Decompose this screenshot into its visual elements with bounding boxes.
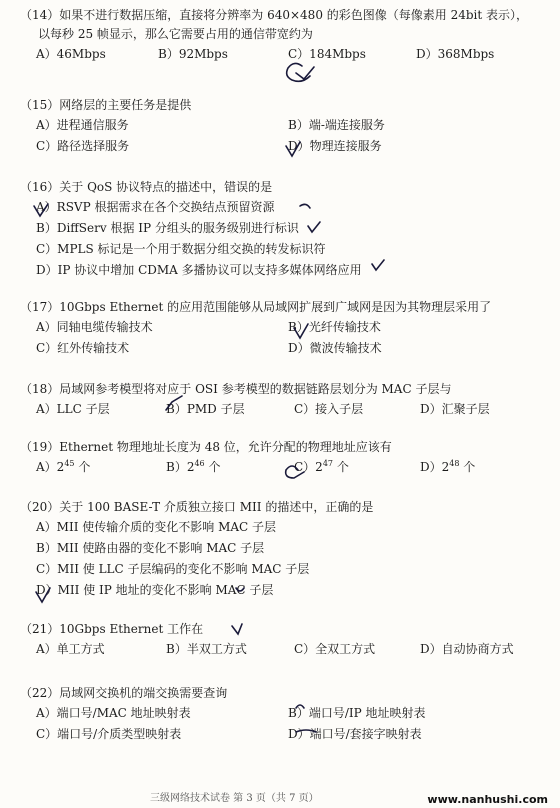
question-17 <box>20 298 550 359</box>
option-b[interactable] <box>166 457 221 478</box>
options-row <box>20 136 550 157</box>
option-c[interactable] <box>294 457 349 478</box>
option-b[interactable]: B）端口号/IP 地址映射表 <box>288 706 426 720</box>
options-block <box>20 517 550 601</box>
option-a[interactable]: A）端口号/MAC 地址映射表 <box>36 706 191 720</box>
option-a[interactable] <box>36 457 90 478</box>
option-suffix: 个 <box>78 460 91 474</box>
options-block <box>20 197 550 281</box>
option-prefix: C）2 <box>294 460 323 474</box>
option-c[interactable]: C）MII 使 LLC 子层编码的变化不影响 MAC 子层 <box>36 562 310 576</box>
option-c[interactable]: C）端口号/介质类型映射表 <box>36 727 182 741</box>
options-row <box>20 724 550 745</box>
option-b[interactable]: B）半双工方式 <box>166 642 247 656</box>
option-exponent: 47 <box>322 459 334 468</box>
option-exponent: 45 <box>64 459 75 468</box>
options-row <box>20 457 550 478</box>
option-d[interactable]: D）368Mbps <box>416 47 495 61</box>
option-prefix: B）2 <box>166 460 195 474</box>
question-stem: （14）如果不进行数据压缩，直接将分辨率为 640×480 的彩色图像（每像素用 24bit 表示）， <box>20 8 529 22</box>
question-stem-continued: 以每秒 25 帧显示，那么它需要占用的通信带宽约为 <box>38 27 313 41</box>
option-d[interactable] <box>420 457 475 478</box>
option-b[interactable]: B）MII 使路由器的变化不影响 MAC 子层 <box>36 541 265 555</box>
question-22 <box>20 684 550 745</box>
option-exponent: 48 <box>449 459 460 468</box>
option-suffix: 个 <box>336 460 349 474</box>
option-a[interactable]: A）MII 使传输介质的变化不影响 MAC 子层 <box>36 520 277 534</box>
option-a[interactable]: A）46Mbps <box>36 47 106 61</box>
question-stem: （19）Ethernet 物理地址长度为 48 位，允许分配的物理地址应该有 <box>20 440 392 454</box>
option-a[interactable]: A）RSVP 根据需求在各个交换结点预留资源 <box>36 200 275 214</box>
option-prefix: D）2 <box>420 460 450 474</box>
option-d[interactable]: D）汇聚子层 <box>420 402 490 416</box>
option-prefix: A）2 <box>36 460 65 474</box>
question-16 <box>20 178 550 281</box>
option-d[interactable]: D）自动协商方式 <box>420 642 514 656</box>
option-d[interactable]: D）MII 使 IP 地址的变化不影响 MAC 子层 <box>36 583 274 597</box>
site-watermark: www.nanhushi.com <box>427 793 548 806</box>
options-row <box>20 115 550 136</box>
options-row <box>20 317 550 338</box>
question-15 <box>20 96 550 157</box>
pen-tick-q14-c <box>296 67 314 79</box>
option-a[interactable]: A）LLC 子层 <box>36 402 110 416</box>
option-d[interactable]: D）端口号/套接字映射表 <box>288 727 422 741</box>
option-d[interactable]: D）物理连接服务 <box>288 139 382 153</box>
question-20 <box>20 498 550 601</box>
option-c[interactable]: C）MPLS 标记是一个用于数据分组交换的转发标识符 <box>36 242 326 256</box>
option-c[interactable]: C）184Mbps <box>288 47 366 61</box>
option-b[interactable]: B）PMD 子层 <box>166 402 245 416</box>
option-d[interactable]: D）IP 协议中增加 CDMA 多播协议可以支持多媒体网络应用 <box>36 263 362 277</box>
options-row <box>20 44 550 65</box>
question-21 <box>20 620 550 660</box>
option-exponent: 46 <box>194 459 205 468</box>
option-b[interactable]: B）DiffServ 根据 IP 分组头的服务级别进行标识 <box>36 221 299 235</box>
page-footer: 三级网络技术试卷 第 3 页（共 7 页） <box>150 793 319 804</box>
option-d[interactable]: D）微波传输技术 <box>288 341 382 355</box>
question-stem: （15）网络层的主要任务是提供 <box>20 98 192 112</box>
option-c[interactable]: C）接入子层 <box>294 402 364 416</box>
question-stem: （18）局域网参考模型将对应于 OSI 参考模型的数据链路层划分为 MAC 子层与 <box>20 382 452 396</box>
question-stem: （20）关于 100 BASE-T 介质独立接口 MII 的描述中，正确的是 <box>20 500 374 514</box>
options-row <box>20 338 550 359</box>
question-stem: （22）局域网交换机的端交换需要查询 <box>20 686 228 700</box>
question-stem: （17）10Gbps Ethernet 的应用范围能够从局域网扩展到广域网是因为其物理层采用了 <box>20 300 492 314</box>
options-row <box>20 399 550 420</box>
option-c[interactable]: C）红外传输技术 <box>36 341 130 355</box>
option-c[interactable]: C）全双工方式 <box>294 642 376 656</box>
option-a[interactable]: A）同轴电缆传输技术 <box>36 320 153 334</box>
option-a[interactable]: A）单工方式 <box>36 642 105 656</box>
option-b[interactable]: B）92Mbps <box>158 47 228 61</box>
question-14 <box>20 6 550 65</box>
question-stem: （16）关于 QoS 协议特点的描述中，错误的是 <box>20 180 273 194</box>
question-stem: （21）10Gbps Ethernet 工作在 <box>20 622 204 636</box>
question-19 <box>20 438 550 478</box>
option-b[interactable]: B）端-端连接服务 <box>288 118 385 132</box>
option-a[interactable]: A）进程通信服务 <box>36 118 129 132</box>
options-row <box>20 639 550 660</box>
pen-circle-q14-c <box>287 63 310 81</box>
question-18 <box>20 380 550 420</box>
option-b[interactable]: B）光纤传输技术 <box>288 320 381 334</box>
option-suffix: 个 <box>208 460 221 474</box>
options-row <box>20 703 550 724</box>
option-c[interactable]: C）路径选择服务 <box>36 139 130 153</box>
option-suffix: 个 <box>463 460 476 474</box>
